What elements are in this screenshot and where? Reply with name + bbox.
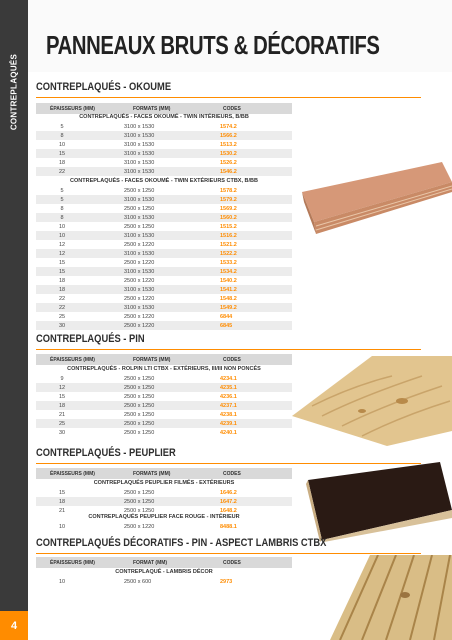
thickness-cell: 10	[58, 224, 66, 230]
code-cell: 6845	[220, 323, 233, 329]
code-cell: 1540.2	[220, 278, 237, 284]
table-row	[36, 140, 292, 149]
table-header	[36, 103, 292, 114]
code-cell: 4236.1	[220, 394, 237, 400]
format-cell: 2500 x 600	[124, 579, 152, 585]
thickness-cell: 10	[58, 524, 66, 530]
format-cell: 2500 x 1220	[124, 296, 155, 302]
header-format: FORMATS (MM)	[133, 106, 171, 112]
format-cell: 3100 x 1530	[124, 251, 155, 257]
thickness-cell: 8	[60, 206, 64, 212]
table-row	[36, 428, 292, 437]
format-cell: 3100 x 1530	[124, 197, 155, 203]
thickness-cell: 18	[58, 160, 66, 166]
code-cell: 1569.2	[220, 206, 237, 212]
code-cell: 1574.2	[220, 124, 237, 130]
thickness-cell: 12	[58, 242, 66, 248]
thickness-cell: 15	[58, 151, 66, 157]
thickness-cell: 10	[58, 142, 66, 148]
table-row	[36, 374, 292, 383]
table-row	[36, 401, 292, 410]
sidebar-band	[0, 0, 28, 640]
header-thickness: ÉPAISSEURS (MM)	[50, 357, 95, 363]
table-row	[36, 392, 292, 401]
table-row	[36, 131, 292, 140]
section-underline	[36, 553, 421, 554]
section-underline	[36, 97, 421, 98]
thickness-cell: 15	[58, 260, 66, 266]
code-cell: 4234.1	[220, 376, 237, 382]
table-row	[36, 240, 292, 249]
header-thickness: ÉPAISSEURS (MM)	[50, 471, 95, 477]
header-format: FORMATS (MM)	[133, 357, 171, 363]
format-cell: 3100 x 1530	[124, 124, 155, 130]
subsection-title: CONTREPLAQUÉS - ROLPIN LTI CTBX - EXTÉRIEURS, III/III NON PONCÉS	[67, 366, 261, 372]
thickness-cell: 22	[58, 169, 66, 175]
subsection-title: CONTREPLAQUÉS - FACES OKOUMÉ - TWIN EXTÉRIEURS CTBX, B/BB	[70, 178, 258, 184]
thickness-cell: 21	[58, 412, 66, 418]
header-thickness: ÉPAISSEURS (MM)	[50, 106, 95, 112]
format-cell: 2500 x 1220	[124, 278, 155, 284]
paneling-plywood-image	[310, 555, 452, 640]
thickness-cell: 25	[58, 314, 66, 320]
format-cell: 2500 x 1220	[124, 260, 155, 266]
format-cell: 2500 x 1250	[124, 385, 155, 391]
thickness-cell: 30	[58, 323, 66, 329]
table-row	[36, 195, 292, 204]
thickness-cell: 8	[60, 215, 64, 221]
table-row	[36, 258, 292, 267]
format-cell: 2500 x 1250	[124, 499, 155, 505]
format-cell: 2500 x 1250	[124, 188, 155, 194]
table-row	[36, 294, 292, 303]
page-title: PANNEAUX BRUTS & DÉCORATIFS	[46, 30, 380, 60]
thickness-cell: 18	[58, 499, 66, 505]
code-cell: 1566.2	[220, 133, 237, 139]
format-cell: 2500 x 1250	[124, 224, 155, 230]
okoume-plywood-image	[292, 152, 452, 272]
thickness-cell: 18	[58, 403, 66, 409]
section-underline	[36, 349, 421, 350]
thickness-cell: 18	[58, 287, 66, 293]
thickness-cell: 21	[58, 508, 66, 514]
code-cell: 1646.2	[220, 490, 237, 496]
format-cell: 2500 x 1220	[124, 524, 155, 530]
code-cell: 6844	[220, 314, 233, 320]
code-cell: 1534.2	[220, 269, 237, 275]
code-cell: 8488.1	[220, 524, 237, 530]
table-header	[36, 354, 292, 365]
code-cell: 1516.2	[220, 233, 237, 239]
format-cell: 3100 x 1530	[124, 169, 155, 175]
table-row	[36, 383, 292, 392]
category-label: CONTREPLAQUÉS	[9, 53, 19, 131]
code-cell: 2973	[220, 579, 233, 585]
subsection-title: CONTREPLAQUÉS PEUPLIER FILMÉS - EXTÉRIEURS	[93, 480, 235, 486]
thickness-cell: 15	[58, 490, 66, 496]
table-row	[36, 303, 292, 312]
code-cell: 1578.2	[220, 188, 237, 194]
format-cell: 3100 x 1530	[124, 233, 155, 239]
code-cell: 4240.1	[220, 430, 237, 436]
thickness-cell: 22	[58, 305, 66, 311]
section-title: CONTREPLAQUÉS DÉCORATIFS - PIN - ASPECT LAMBRIS CTBX	[36, 537, 327, 549]
table-row	[36, 213, 292, 222]
thickness-cell: 8	[60, 133, 64, 139]
thickness-cell: 25	[58, 421, 66, 427]
code-cell: 1513.2	[220, 142, 237, 148]
subsection-title: CONTREPLAQUÉS PEUPLIER FACE ROUGE - INTÉRIEUR	[88, 514, 240, 520]
thickness-cell: 10	[58, 233, 66, 239]
table-row	[36, 167, 292, 176]
code-cell: 1546.2	[220, 169, 237, 175]
table-row	[36, 186, 292, 195]
format-cell: 3100 x 1530	[124, 151, 155, 157]
section-title: CONTREPLAQUÉS - OKOUME	[36, 81, 172, 93]
thickness-cell: 15	[58, 269, 66, 275]
pine-plywood-image	[292, 356, 452, 446]
section-title: CONTREPLAQUÉS - PEUPLIER	[36, 447, 176, 459]
code-cell: 1521.2	[220, 242, 237, 248]
thickness-cell: 10	[58, 579, 66, 585]
format-cell: 2500 x 1250	[124, 394, 155, 400]
code-cell: 1549.2	[220, 305, 237, 311]
format-cell: 3100 x 1530	[124, 160, 155, 166]
format-cell: 2500 x 1250	[124, 376, 155, 382]
code-cell: 1647.2	[220, 499, 237, 505]
code-cell: 1515.2	[220, 224, 237, 230]
table-row	[36, 577, 292, 586]
code-cell: 1541.2	[220, 287, 237, 293]
thickness-cell: 15	[58, 394, 66, 400]
table-row	[36, 488, 292, 497]
table-row	[36, 276, 292, 285]
poplar-filmed-plywood-image	[300, 462, 452, 542]
header-thickness: ÉPAISSEURS (MM)	[50, 560, 95, 566]
format-cell: 3100 x 1530	[124, 142, 155, 148]
table-row	[36, 249, 292, 258]
thickness-cell: 30	[58, 430, 66, 436]
table-row	[36, 267, 292, 276]
thickness-cell: 5	[60, 188, 64, 194]
table-row	[36, 321, 292, 330]
thickness-cell: 5	[60, 197, 64, 203]
format-cell: 3100 x 1530	[124, 133, 155, 139]
header-code: CODES	[223, 106, 241, 112]
code-cell: 1648.2	[220, 508, 237, 514]
thickness-cell: 5	[60, 124, 64, 130]
format-cell: 2500 x 1220	[124, 323, 155, 329]
table-row	[36, 285, 292, 294]
code-cell: 4238.1	[220, 412, 237, 418]
code-cell: 1522.2	[220, 251, 237, 257]
format-cell: 2500 x 1250	[124, 430, 155, 436]
code-cell: 1530.2	[220, 151, 237, 157]
header-code: CODES	[223, 471, 241, 477]
table-header	[36, 468, 292, 479]
table-row	[36, 158, 292, 167]
code-cell: 1526.2	[220, 160, 237, 166]
format-cell: 2500 x 1250	[124, 403, 155, 409]
thickness-cell: 22	[58, 296, 66, 302]
format-cell: 3100 x 1530	[124, 305, 155, 311]
format-cell: 2500 x 1220	[124, 314, 155, 320]
table-row	[36, 231, 292, 240]
table-row	[36, 122, 292, 131]
thickness-cell: 18	[58, 278, 66, 284]
table-header	[36, 557, 292, 568]
format-cell: 2500 x 1250	[124, 508, 155, 514]
format-cell: 3100 x 1530	[124, 287, 155, 293]
format-cell: 2500 x 1250	[124, 206, 155, 212]
table-row	[36, 222, 292, 231]
section-title: CONTREPLAQUÉS - PIN	[36, 333, 145, 345]
header-format: FORMATS (MM)	[133, 471, 171, 477]
header-code: CODES	[223, 357, 241, 363]
code-cell: 4239.1	[220, 421, 237, 427]
page-number: 4	[0, 611, 28, 640]
format-cell: 3100 x 1530	[124, 269, 155, 275]
code-cell: 1548.2	[220, 296, 237, 302]
code-cell: 1560.2	[220, 215, 237, 221]
format-cell: 3100 x 1530	[124, 215, 155, 221]
code-cell: 4235.1	[220, 385, 237, 391]
table-row	[36, 312, 292, 321]
header-code: CODES	[223, 560, 241, 566]
table-row	[36, 204, 292, 213]
format-cell: 2500 x 1220	[124, 242, 155, 248]
table-row	[36, 419, 292, 428]
thickness-cell: 12	[58, 251, 66, 257]
code-cell: 1579.2	[220, 197, 237, 203]
format-cell: 2500 x 1250	[124, 490, 155, 496]
table-row	[36, 149, 292, 158]
thickness-cell: 12	[58, 385, 66, 391]
table-row	[36, 522, 292, 531]
thickness-cell: 9	[60, 376, 64, 382]
format-cell: 2500 x 1250	[124, 412, 155, 418]
code-cell: 1533.2	[220, 260, 237, 266]
format-cell: 2500 x 1250	[124, 421, 155, 427]
table-row	[36, 410, 292, 419]
code-cell: 4237.1	[220, 403, 237, 409]
subsection-title: CONTREPLAQUÉ - LAMBRIS DÉCOR	[115, 569, 213, 575]
subsection-title: CONTREPLAQUÉS - FACES OKOUMÉ - TWIN INTÉRIEURS, B/BB	[79, 114, 249, 120]
header-format: FORMAT (MM)	[133, 560, 168, 566]
table-row	[36, 497, 292, 506]
